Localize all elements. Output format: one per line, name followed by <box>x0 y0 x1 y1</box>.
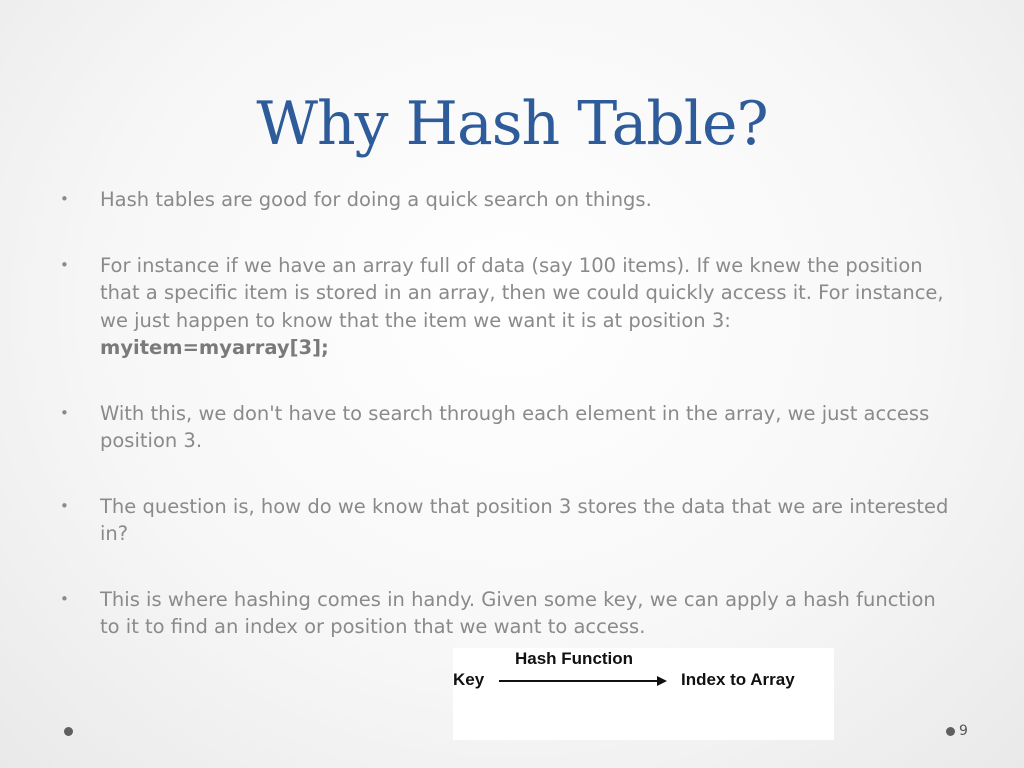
bullet-text: The question is, how do we know that position 3 stores the data that we are interested in? <box>100 494 949 545</box>
bullet-dot-icon: • <box>60 403 69 422</box>
index-label: Index to Array <box>681 670 795 689</box>
arrow-right-icon <box>657 676 667 686</box>
bullet-text: With this, we don't have to search through each element in the array, we just access position 3. <box>100 401 930 452</box>
bullet-item <box>60 186 960 214</box>
bullet-list <box>60 186 960 679</box>
hash-function-diagram <box>453 648 834 740</box>
bullet-dot-icon: • <box>60 496 69 515</box>
bullet-item <box>60 252 960 362</box>
bullet-dot-icon: • <box>60 255 69 274</box>
bullet-item <box>60 400 960 455</box>
arrow-line <box>499 680 659 682</box>
bullet-item <box>60 586 960 641</box>
slide-title: Why Hash Table? <box>256 89 768 159</box>
key-label: Key <box>453 670 485 689</box>
bullet-text: For instance if we have an array full of data (say 100 items). If we knew the position that a specific item is stored in an array, then we could quickly access it. For instance, we just happen to know that the item we want it is at position 3: <box>100 253 944 332</box>
bullet-text: This is where hashing comes in handy. Given some key, we can apply a hash function to it to find an index or position that we want to access. <box>100 587 936 638</box>
corner-dot-icon <box>64 727 73 736</box>
corner-dot-icon <box>946 727 955 736</box>
bullet-dot-icon: • <box>60 190 69 208</box>
bullet-text: Hash tables are good for doing a quick search on things. <box>100 188 652 211</box>
code-snippet: myitem=myarray[3]; <box>100 336 329 359</box>
page-number: 9 <box>959 723 968 739</box>
bullet-dot-icon: • <box>60 589 69 608</box>
hash-function-label: Hash Function <box>515 649 634 668</box>
bullet-item <box>60 493 960 548</box>
